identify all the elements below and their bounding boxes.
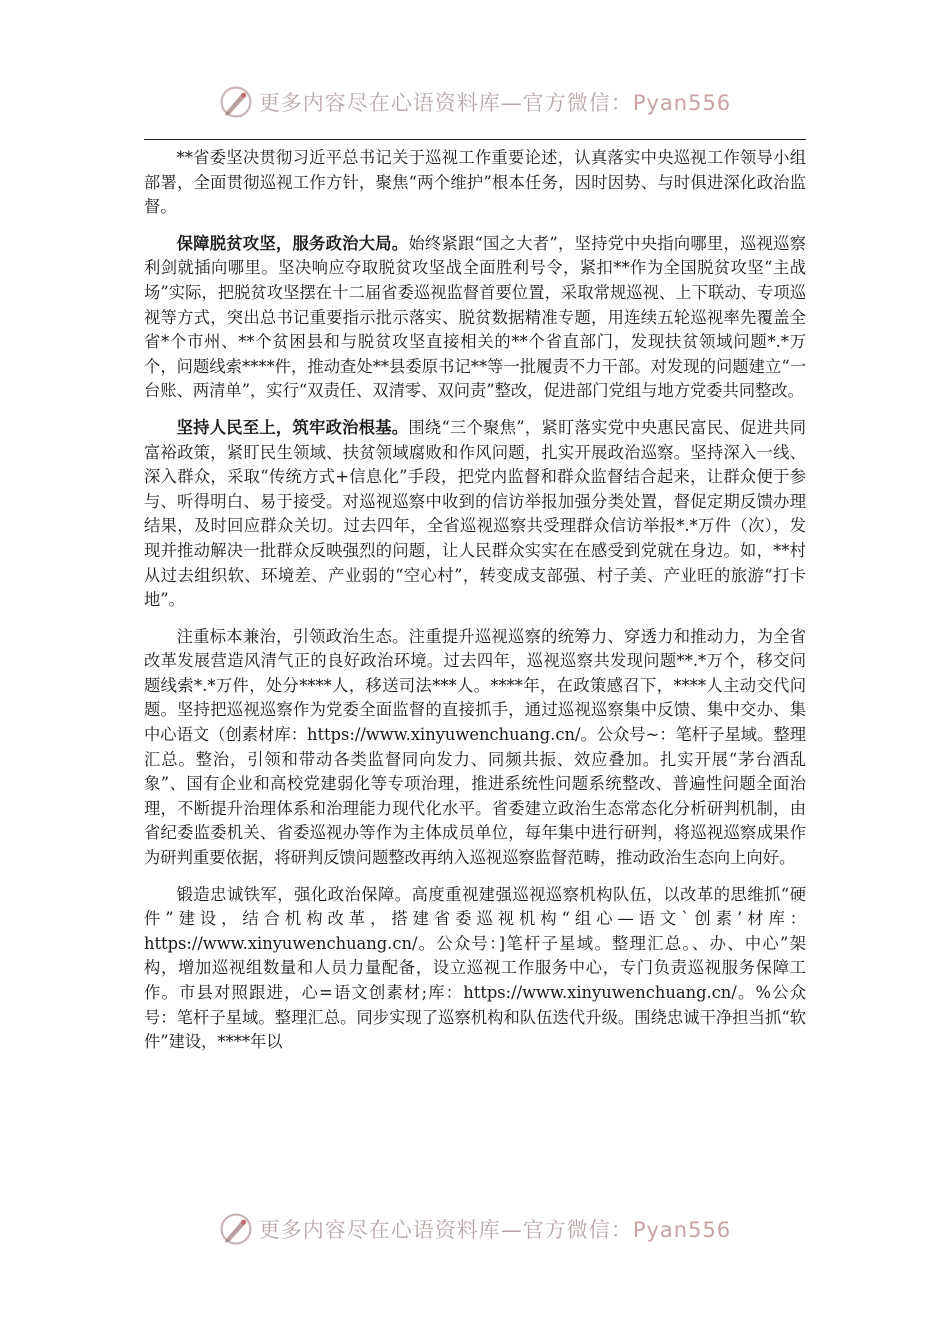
paragraph-lead: 保障脱贫攻坚，服务政治大局。 [176,233,409,253]
header-banner [0,80,950,124]
paragraph-people: 坚持人民至上，筑牢政治根基。围绕“三个聚焦”，紧盯落实党中央惠民富民、促进共同富裕政策，紧盯民生领域、扶贫领域腐败和作风问题，扎实开展政治巡察。坚持深入一线、深入群众，采取“传统方式+信息化”手段，把党内监督和群众监督结合起来，让群众便于参与、听得明白、易于接受。对巡视巡察中收到的信访举报加强分类处置，督促定期反馈办理结果，及时回应群众关切。过去四年，全省巡视巡察共受理群众信访举报*.*万件（次），发现并推动解决一批群众反映强烈的问题，让人民群众实实在在感受到党就在身边。如，**村从过去组织软、环境差、产业弱的“空心村”，转变成支部强、村子美、产业旺的旅游“打卡地”。 [144,417,806,610]
banner-text: 更多内容尽在心语资料库—官方微信：Pyan556 [258,1218,732,1242]
paragraph-ecology: 注重标本兼治，引领政治生态。注重提升巡视巡察的统筹力、穿透力和推动力，为全省改革发展营造风清气正的良好政治环境。过去四年，巡视巡察共发现问题**.*万个，移交问题线索*.*万件，处分****人，移送司法***人。****年，在政策感召下，****人主动交代问题。坚持把巡视巡察作为党委全面监督的直接抓手，通过巡视巡察集中反馈、集中交办、集中心语文（创素材库：https://www.xinyuwenchuang.cn/。公众号~：笔杆子星域。整理汇总。整治，引领和带动各类监督同向发力、同频共振、效应叠加。扎实开展“茅台酒乱象”、国有企业和高校党建弱化等专项治理，推进系统性问题系统整改、普遍性问题全面治理，不断提升治理体系和治理能力现代化水平。省委建立政治生态常态化分析研判机制，由省纪委监委机关、省委巡视办等作为主体成员单位，每年集中进行研判，将巡视巡察成果作为研判重要依据，将研判反馈问题整改再纳入巡视巡察监督范畴，推动政治生态向上向好。 [144,626,806,868]
wechat-id: Pyan556 [632,1218,732,1242]
paragraph-poverty: 保障脱贫攻坚，服务政治大局。始终紧跟“国之大者”，坚持党中央指向哪里，巡视巡察利剑就插向哪里。坚决响应夺取脱贫攻坚战全面胜利号令，紧扣**作为全国脱贫攻坚“主战场”实际，把脱贫攻坚摆在十二届省委巡视监督首要位置，采取常规巡视、上下联动、专项巡视等方式，突出总书记重要指示批示落实、脱贫数据精准专题，用连续五轮巡视率先覆盖全省*个市州、**个贫困县和与脱贫攻坚直接相关的**个省直部门，发现扶贫领域问题*.*万个，问题线索****件，推动查处**县委原书记**等一批履责不力干部。对发现的问题建立“一台账、两清单”，实行“双责任、双清零、双问责”整改，促进部门党组与地方党委共同整改。 [144,233,806,401]
banner-text: 更多内容尽在心语资料库—官方微信：Pyan556 [258,91,732,115]
header-divider [144,139,806,140]
paragraph-intro: **省委坚决贯彻习近平总书记关于巡视工作重要论述，认真落实中央巡视工作领导小组部署，全面贯彻巡视工作方针，聚焦“两个维护”根本任务，因时因势、与时俱进深化政治监督。 [144,148,806,217]
wechat-id: Pyan556 [632,91,732,115]
paragraph-lead: 坚持人民至上，筑牢政治根基。 [176,417,409,437]
paragraph-team: 锻造忠诚铁军，强化政治保障。高度重视建强巡视巡察机构队伍，以改革的思维抓“硬件”建设，结合机构改革，搭建省委巡视机构“组心—语文`创素’材库：https://www.xinyuwenchuang.cn/。公众号：]笔杆子星域。整理汇总。、办、中心”架构，增加巡视组数量和人员力量配备，设立巡视工作服务中心，专门负责巡视服务保障工作。市县对照跟进，心=语文创素材;库：https://www.xinyuwenchuang.cn/。%公众号：笔杆子星域。整理汇总。同步实现了巡察机构和队伍迭代升级。围绕忠诚干净担当抓“软件”建设，****年以 [144,884,806,1052]
pen-logo-icon [219,85,253,119]
document-body [144,146,806,1067]
footer-banner [0,1207,950,1251]
pen-logo-icon [219,1212,253,1246]
